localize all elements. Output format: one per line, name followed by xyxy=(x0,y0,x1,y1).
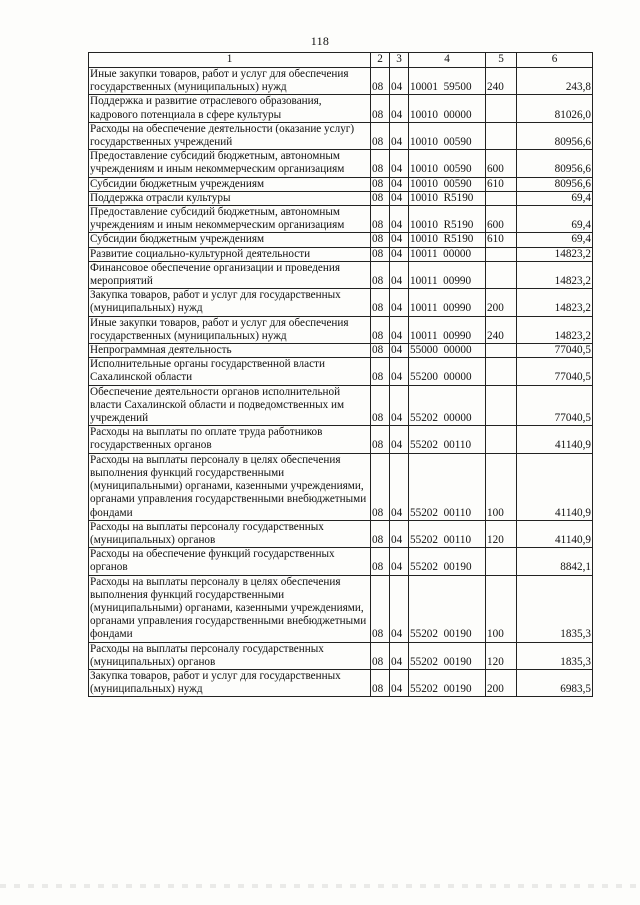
table-row xyxy=(89,150,593,177)
header-col-5: 5 xyxy=(486,53,517,68)
cell-name: Субсидии бюджетным учреждениям xyxy=(89,233,371,247)
cell-target-article: 10010 R5190 xyxy=(409,191,486,205)
table-row xyxy=(89,520,593,547)
cell-subsection: 04 xyxy=(390,385,409,426)
header-col-1: 1 xyxy=(89,53,371,68)
cell-subsection: 04 xyxy=(390,426,409,453)
cell-amount: 1835,3 xyxy=(517,575,593,642)
cell-name: Расходы на выплаты персоналу в целях обеспечения выполнения функций государственными (муниципальными) органами, казенными учреждениями, органами управления государственными внебюджетными фондами xyxy=(89,453,371,520)
cell-target-article: 55202 00190 xyxy=(409,575,486,642)
table-row xyxy=(89,358,593,385)
cell-amount: 14823,2 xyxy=(517,316,593,343)
header-col-3: 3 xyxy=(390,53,409,68)
cell-subsection: 04 xyxy=(390,316,409,343)
cell-subsection: 04 xyxy=(390,122,409,149)
cell-subsection: 04 xyxy=(390,233,409,247)
table-row xyxy=(89,122,593,149)
table-row xyxy=(89,426,593,453)
cell-expense-type: 610 xyxy=(486,233,517,247)
cell-name: Расходы на выплаты персоналу в целях обеспечения выполнения функций государственными (муниципальными) органами, казенными учреждениями, органами управления государственными внебюджетными фондами xyxy=(89,575,371,642)
cell-name: Закупка товаров, работ и услуг для государственных (муниципальных) нужд xyxy=(89,289,371,316)
cell-target-article: 10011 00990 xyxy=(409,289,486,316)
cell-amount: 77040,5 xyxy=(517,385,593,426)
table-row xyxy=(89,548,593,575)
header-col-6: 6 xyxy=(517,53,593,68)
cell-subsection: 04 xyxy=(390,191,409,205)
cell-name: Расходы на выплаты по оплате труда работников государственных органов xyxy=(89,426,371,453)
cell-target-article: 10010 00590 xyxy=(409,150,486,177)
cell-name: Предоставление субсидий бюджетным, автономным учреждениям и иным некоммерческим организациям xyxy=(89,206,371,233)
cell-amount: 81026,0 xyxy=(517,95,593,122)
cell-section: 08 xyxy=(371,669,390,696)
cell-section: 08 xyxy=(371,548,390,575)
cell-name: Иные закупки товаров, работ и услуг для обеспечения государственных (муниципальных) нужд xyxy=(89,316,371,343)
cell-expense-type: 120 xyxy=(486,642,517,669)
table-row xyxy=(89,95,593,122)
cell-section: 08 xyxy=(371,68,390,95)
cell-expense-type xyxy=(486,247,517,261)
cell-name: Финансовое обеспечение организации и проведения мероприятий xyxy=(89,261,371,288)
cell-amount: 14823,2 xyxy=(517,261,593,288)
cell-expense-type: 600 xyxy=(486,206,517,233)
cell-target-article: 55202 00110 xyxy=(409,520,486,547)
cell-section: 08 xyxy=(371,642,390,669)
table-row xyxy=(89,669,593,696)
cell-name: Субсидии бюджетным учреждениям xyxy=(89,177,371,191)
cell-amount: 77040,5 xyxy=(517,344,593,358)
cell-amount: 69,4 xyxy=(517,233,593,247)
cell-amount: 80956,6 xyxy=(517,177,593,191)
cell-amount: 69,4 xyxy=(517,206,593,233)
table-row xyxy=(89,642,593,669)
cell-section: 08 xyxy=(371,122,390,149)
table-row xyxy=(89,206,593,233)
cell-amount: 243,8 xyxy=(517,68,593,95)
cell-expense-type: 200 xyxy=(486,289,517,316)
cell-target-article: 10010 00590 xyxy=(409,177,486,191)
cell-subsection: 04 xyxy=(390,177,409,191)
cell-subsection: 04 xyxy=(390,247,409,261)
cell-amount: 41140,9 xyxy=(517,426,593,453)
cell-section: 08 xyxy=(371,247,390,261)
table-row xyxy=(89,289,593,316)
budget-table xyxy=(88,52,593,697)
page-number: 118 xyxy=(310,34,330,48)
cell-section: 08 xyxy=(371,426,390,453)
cell-target-article: 55000 00000 xyxy=(409,344,486,358)
cell-amount: 80956,6 xyxy=(517,150,593,177)
cell-name: Предоставление субсидий бюджетным, автономным учреждениям и иным некоммерческим организациям xyxy=(89,150,371,177)
scan-noise xyxy=(0,884,640,888)
cell-target-article: 10010 R5190 xyxy=(409,206,486,233)
table-row xyxy=(89,191,593,205)
cell-section: 08 xyxy=(371,233,390,247)
cell-amount: 8842,1 xyxy=(517,548,593,575)
cell-expense-type xyxy=(486,191,517,205)
table-row xyxy=(89,247,593,261)
cell-expense-type xyxy=(486,426,517,453)
header-col-4: 4 xyxy=(409,53,486,68)
cell-target-article: 10010 R5190 xyxy=(409,233,486,247)
cell-amount: 6983,5 xyxy=(517,669,593,696)
cell-section: 08 xyxy=(371,206,390,233)
header-col-2: 2 xyxy=(371,53,390,68)
cell-expense-type xyxy=(486,358,517,385)
cell-expense-type: 100 xyxy=(486,453,517,520)
cell-expense-type xyxy=(486,95,517,122)
cell-amount: 1835,3 xyxy=(517,642,593,669)
cell-expense-type xyxy=(486,261,517,288)
cell-amount: 14823,2 xyxy=(517,289,593,316)
cell-subsection: 04 xyxy=(390,289,409,316)
cell-name: Расходы на выплаты персоналу государственных (муниципальных) органов xyxy=(89,520,371,547)
cell-section: 08 xyxy=(371,575,390,642)
cell-name: Поддержка отрасли культуры xyxy=(89,191,371,205)
cell-expense-type: 610 xyxy=(486,177,517,191)
cell-target-article: 55202 00110 xyxy=(409,453,486,520)
cell-expense-type: 120 xyxy=(486,520,517,547)
table-header-row xyxy=(89,53,593,68)
cell-section: 08 xyxy=(371,177,390,191)
cell-section: 08 xyxy=(371,453,390,520)
cell-section: 08 xyxy=(371,316,390,343)
cell-subsection: 04 xyxy=(390,95,409,122)
cell-section: 08 xyxy=(371,261,390,288)
cell-subsection: 04 xyxy=(390,669,409,696)
cell-target-article: 55202 00190 xyxy=(409,669,486,696)
cell-target-article: 55202 00000 xyxy=(409,385,486,426)
cell-target-article: 10010 00590 xyxy=(409,122,486,149)
table-row xyxy=(89,385,593,426)
cell-amount: 14823,2 xyxy=(517,247,593,261)
cell-name: Развитие социально-культурной деятельности xyxy=(89,247,371,261)
cell-subsection: 04 xyxy=(390,575,409,642)
cell-subsection: 04 xyxy=(390,548,409,575)
cell-section: 08 xyxy=(371,191,390,205)
cell-name: Иные закупки товаров, работ и услуг для обеспечения государственных (муниципальных) нужд xyxy=(89,68,371,95)
cell-subsection: 04 xyxy=(390,642,409,669)
cell-name: Расходы на обеспечение деятельности (оказание услуг) государственных учреждений xyxy=(89,122,371,149)
cell-subsection: 04 xyxy=(390,261,409,288)
cell-target-article: 55202 00190 xyxy=(409,642,486,669)
table-row xyxy=(89,261,593,288)
cell-section: 08 xyxy=(371,344,390,358)
cell-target-article: 10011 00990 xyxy=(409,261,486,288)
cell-subsection: 04 xyxy=(390,206,409,233)
cell-subsection: 04 xyxy=(390,453,409,520)
cell-expense-type: 240 xyxy=(486,68,517,95)
cell-section: 08 xyxy=(371,520,390,547)
cell-name: Расходы на выплаты персоналу государственных (муниципальных) органов xyxy=(89,642,371,669)
cell-expense-type: 600 xyxy=(486,150,517,177)
cell-subsection: 04 xyxy=(390,358,409,385)
cell-target-article: 10010 00000 xyxy=(409,95,486,122)
cell-expense-type: 200 xyxy=(486,669,517,696)
cell-target-article: 10001 59500 xyxy=(409,68,486,95)
cell-name: Закупка товаров, работ и услуг для государственных (муниципальных) нужд xyxy=(89,669,371,696)
cell-name: Обеспечение деятельности органов исполнительной власти Сахалинской области и подведомственных им учреждений xyxy=(89,385,371,426)
cell-amount: 77040,5 xyxy=(517,358,593,385)
cell-target-article: 55202 00190 xyxy=(409,548,486,575)
cell-name: Исполнительные органы государственной власти Сахалинской области xyxy=(89,358,371,385)
cell-target-article: 10011 00990 xyxy=(409,316,486,343)
cell-target-article: 55202 00110 xyxy=(409,426,486,453)
cell-target-article: 10011 00000 xyxy=(409,247,486,261)
cell-section: 08 xyxy=(371,358,390,385)
cell-section: 08 xyxy=(371,289,390,316)
cell-name: Непрограммная деятельность xyxy=(89,344,371,358)
table-row xyxy=(89,316,593,343)
cell-expense-type xyxy=(486,548,517,575)
cell-expense-type xyxy=(486,122,517,149)
cell-section: 08 xyxy=(371,150,390,177)
cell-subsection: 04 xyxy=(390,344,409,358)
table-row xyxy=(89,575,593,642)
cell-amount: 41140,9 xyxy=(517,453,593,520)
cell-subsection: 04 xyxy=(390,520,409,547)
table-row xyxy=(89,453,593,520)
cell-subsection: 04 xyxy=(390,150,409,177)
cell-expense-type xyxy=(486,385,517,426)
cell-expense-type: 240 xyxy=(486,316,517,343)
cell-expense-type xyxy=(486,344,517,358)
cell-name: Расходы на обеспечение функций государственных органов xyxy=(89,548,371,575)
cell-expense-type: 100 xyxy=(486,575,517,642)
table-row xyxy=(89,177,593,191)
cell-subsection: 04 xyxy=(390,68,409,95)
cell-amount: 80956,6 xyxy=(517,122,593,149)
cell-target-article: 55200 00000 xyxy=(409,358,486,385)
cell-amount: 41140,9 xyxy=(517,520,593,547)
cell-name: Поддержка и развитие отраслевого образования, кадрового потенциала в сфере культуры xyxy=(89,95,371,122)
table-row xyxy=(89,233,593,247)
table-row xyxy=(89,344,593,358)
cell-section: 08 xyxy=(371,385,390,426)
table-row xyxy=(89,68,593,95)
cell-section: 08 xyxy=(371,95,390,122)
cell-amount: 69,4 xyxy=(517,191,593,205)
